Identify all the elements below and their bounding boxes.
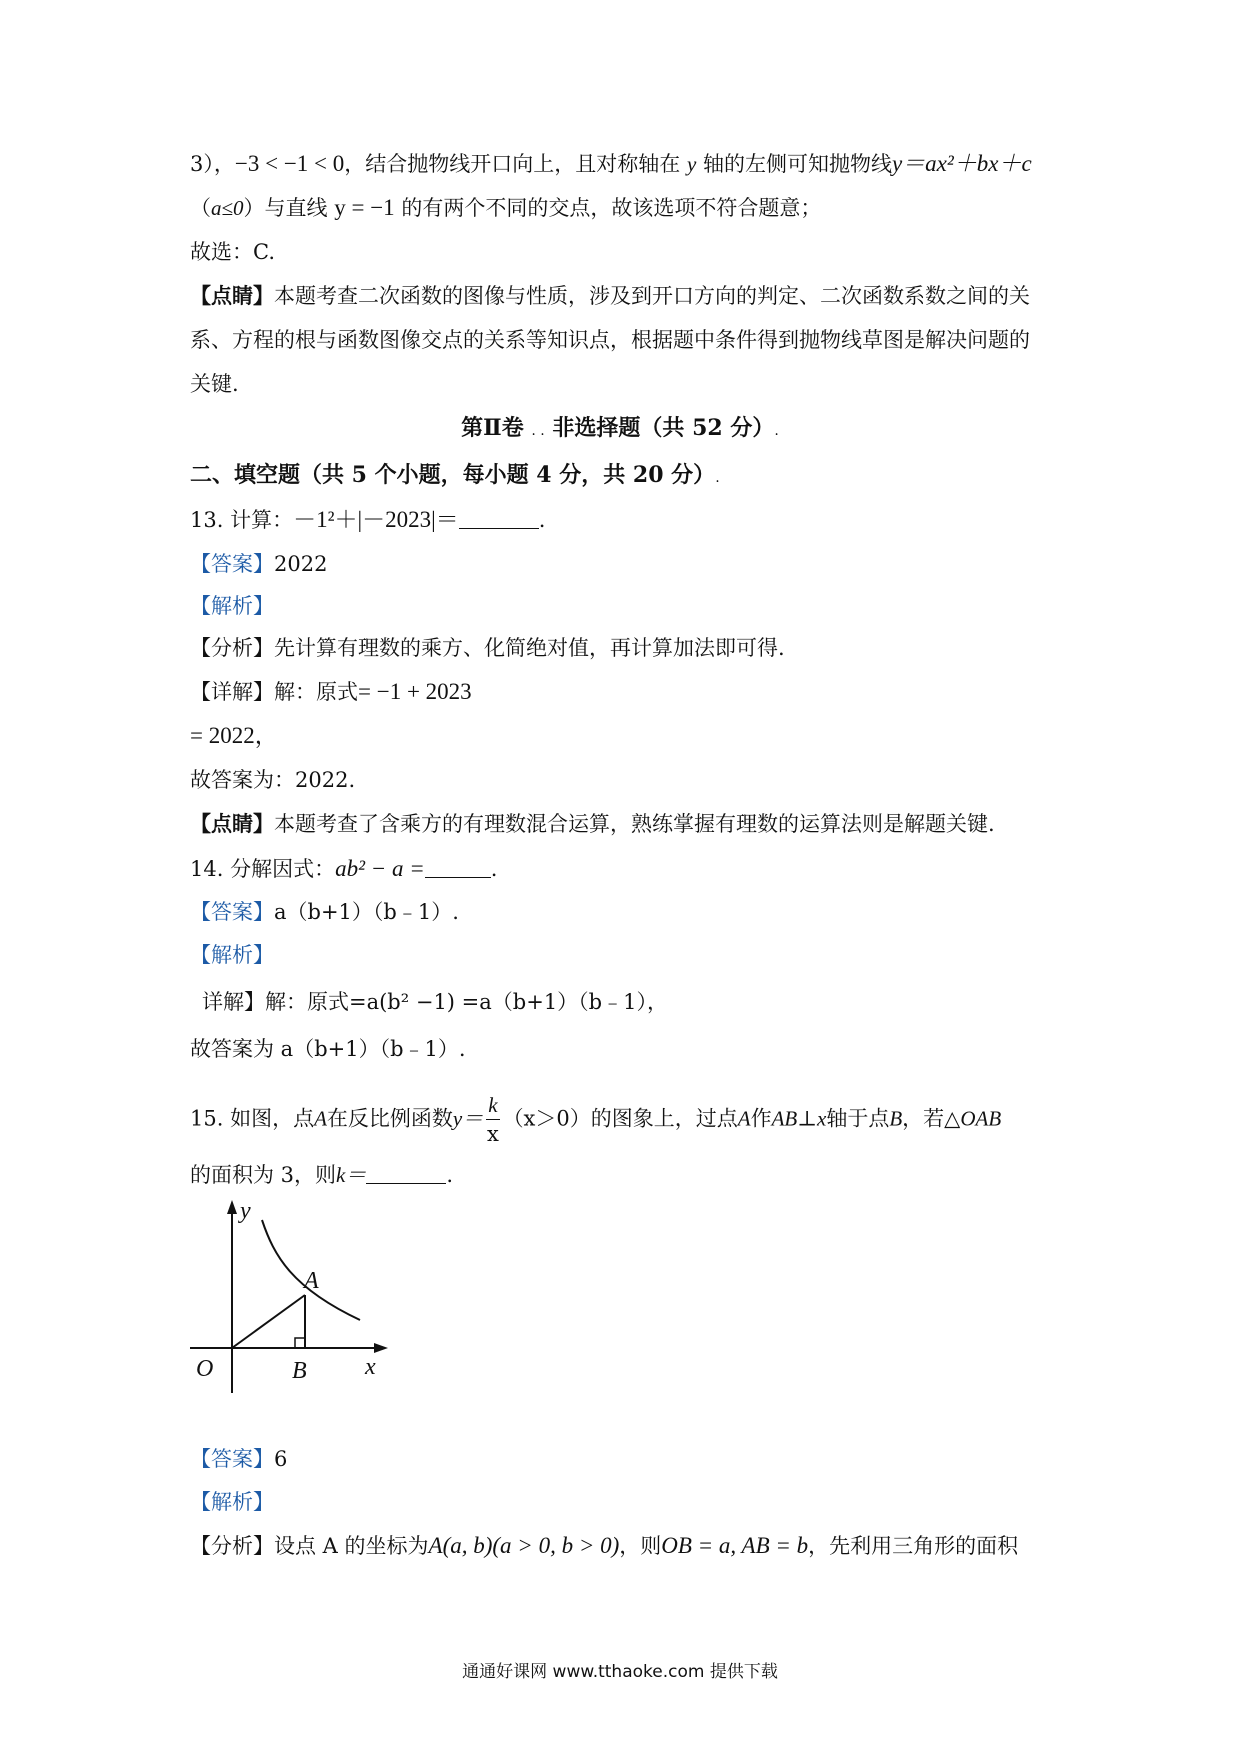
- math-var: OAB: [960, 1106, 1002, 1131]
- volume-heading: [0, 413, 1240, 446]
- math-expr: y＝ax²＋bx＋c: [891, 151, 1032, 176]
- math-expr: OB = a, AB = b: [661, 1533, 809, 1558]
- text: 本题考查了含乘方的有理数混合运算，熟练掌握有理数的运算法则是解题关键.: [274, 812, 995, 836]
- xiangjie-line: [202, 987, 668, 1017]
- text-line: [190, 149, 1032, 179]
- choice-line: 故选：C.: [190, 240, 275, 264]
- label-y: y: [240, 1198, 251, 1224]
- final-answer: 故答案为 a（b+1）（b﹣1）.: [190, 1037, 466, 1061]
- jiexi-tag: 【解析】: [190, 1490, 274, 1514]
- math-expr: = −1 + 2023: [358, 679, 472, 704]
- text: 3），: [190, 152, 235, 176]
- text: .: [774, 423, 779, 439]
- text: a（b+1）（b﹣1）.: [274, 900, 459, 924]
- y-axis-arrow: [227, 1200, 237, 1214]
- math-expr: －1²＋|－2023|＝: [293, 507, 459, 532]
- math-var: B: [889, 1106, 903, 1131]
- x-axis-arrow: [374, 1343, 388, 1353]
- fenxi-line: [190, 1531, 1018, 1561]
- text: 14. 分解因式：: [190, 857, 336, 881]
- text: .: [538, 508, 546, 532]
- text: 二、填空题（共 5 个小题，每小题 4 分，共 20 分）: [190, 462, 716, 488]
- tag: 【详解】: [190, 680, 274, 704]
- answer-line: [190, 549, 327, 579]
- text: 非选择题（共 52 分）: [552, 415, 775, 441]
- tag: 【点睛】: [190, 811, 274, 836]
- answer-blank: [459, 508, 539, 529]
- text: .: [446, 1163, 454, 1187]
- answer-blank: [366, 1163, 446, 1184]
- text: ，若△: [902, 1106, 961, 1131]
- text: ，先利用三角形的面积: [808, 1534, 1019, 1558]
- tag: 【分析】: [190, 636, 274, 660]
- text-line: 系、方程的根与函数图像交点的关系等知识点，根据题中条件得到抛物线草图是解决问题的: [190, 328, 1030, 352]
- page-footer: 通通好课网 www.tthaoke.com 提供下载: [462, 1662, 778, 1682]
- text: 本题考查二次函数的图像与性质，涉及到开口方向的判定、二次函数系数之间的关: [274, 284, 1030, 308]
- math-expr: AB⊥x: [771, 1106, 827, 1131]
- text: 轴的左侧可知抛物线: [702, 152, 892, 176]
- text: 第Ⅱ卷: [461, 415, 524, 441]
- text: ）与直线: [243, 196, 328, 220]
- answer-line: [190, 897, 459, 927]
- math-var: k＝: [336, 1163, 367, 1187]
- text: （: [190, 196, 211, 220]
- text: 作: [750, 1106, 772, 1131]
- fenxi-line: [190, 633, 785, 663]
- text: . .: [531, 423, 545, 439]
- text: 的有两个不同的交点，故该选项不符合题意；: [401, 196, 822, 220]
- text: 13. 计算：: [190, 508, 294, 532]
- math-var: y: [686, 152, 697, 176]
- text: 在反比例函数: [326, 1106, 453, 1131]
- answer-line: [190, 1444, 287, 1474]
- text: 6: [274, 1447, 288, 1471]
- label-A: A: [304, 1268, 319, 1294]
- question-15-line2: [190, 1160, 453, 1190]
- math-var: A: [314, 1106, 327, 1131]
- tag: 【分析】: [190, 1534, 274, 1558]
- right-angle-mark: [295, 1338, 305, 1348]
- tag: 【点睛】: [190, 283, 274, 308]
- text: ，则: [619, 1534, 662, 1558]
- final-answer: 故答案为：2022.: [190, 768, 356, 792]
- dianjing-line: [190, 281, 1030, 311]
- text: 解：原式=a(b² −1) =a（b+1）（b﹣1），: [265, 990, 668, 1014]
- tag: 【答案】: [190, 552, 274, 576]
- label-B: B: [292, 1358, 307, 1384]
- math-var: A: [737, 1106, 751, 1131]
- math-expr: ab² − a =: [335, 856, 425, 881]
- tag: 详解】: [202, 990, 265, 1014]
- text: 设点 A 的坐标为: [274, 1534, 429, 1558]
- label-x: x: [365, 1354, 376, 1380]
- jiexi-tag: 【解析】: [190, 594, 274, 618]
- math-expr: A(a, b)(a > 0, b > 0): [428, 1533, 620, 1558]
- fraction-denominator: x: [486, 1122, 499, 1146]
- text: 15. 如图，点: [190, 1106, 315, 1131]
- inverse-function-figure: [190, 1198, 410, 1403]
- text: .: [715, 470, 720, 486]
- text: （x＞0）: [502, 1106, 591, 1131]
- tag: 【答案】: [190, 900, 274, 924]
- tag: 【答案】: [190, 1447, 274, 1471]
- text: 先计算有理数的乘方、化简绝对值，再计算加法即可得.: [274, 636, 785, 660]
- math-expr: −3 < −1 < 0: [234, 151, 345, 176]
- segment-OA: [232, 1295, 305, 1348]
- part-heading: [190, 460, 720, 493]
- text: 的图象上，过点: [590, 1106, 738, 1131]
- text: 解：原式: [274, 680, 358, 704]
- text: 2022: [274, 552, 328, 576]
- text: ，结合抛物线开口向上，且对称轴在: [344, 152, 681, 176]
- text: 的面积为 3，则: [190, 1163, 337, 1187]
- jiexi-tag: 【解析】: [190, 943, 274, 967]
- text: .: [490, 857, 498, 881]
- question-14: [190, 854, 497, 884]
- math-expr: a≤0: [211, 196, 244, 220]
- fraction-numerator: k: [486, 1095, 499, 1120]
- text-line: 关键.: [190, 372, 239, 396]
- question-15: [190, 1095, 1001, 1145]
- text-line: [190, 193, 821, 223]
- text-line: = 2022，: [190, 723, 278, 748]
- xiangjie-line: [190, 677, 472, 707]
- math-var: y＝: [452, 1106, 484, 1131]
- answer-blank: [425, 857, 491, 878]
- question-13: [190, 505, 545, 535]
- math-expr: y = −1: [334, 195, 395, 220]
- dianjing-line: [190, 809, 995, 839]
- fraction: [486, 1095, 499, 1145]
- text: 轴于点: [826, 1106, 890, 1131]
- label-O: O: [196, 1356, 214, 1382]
